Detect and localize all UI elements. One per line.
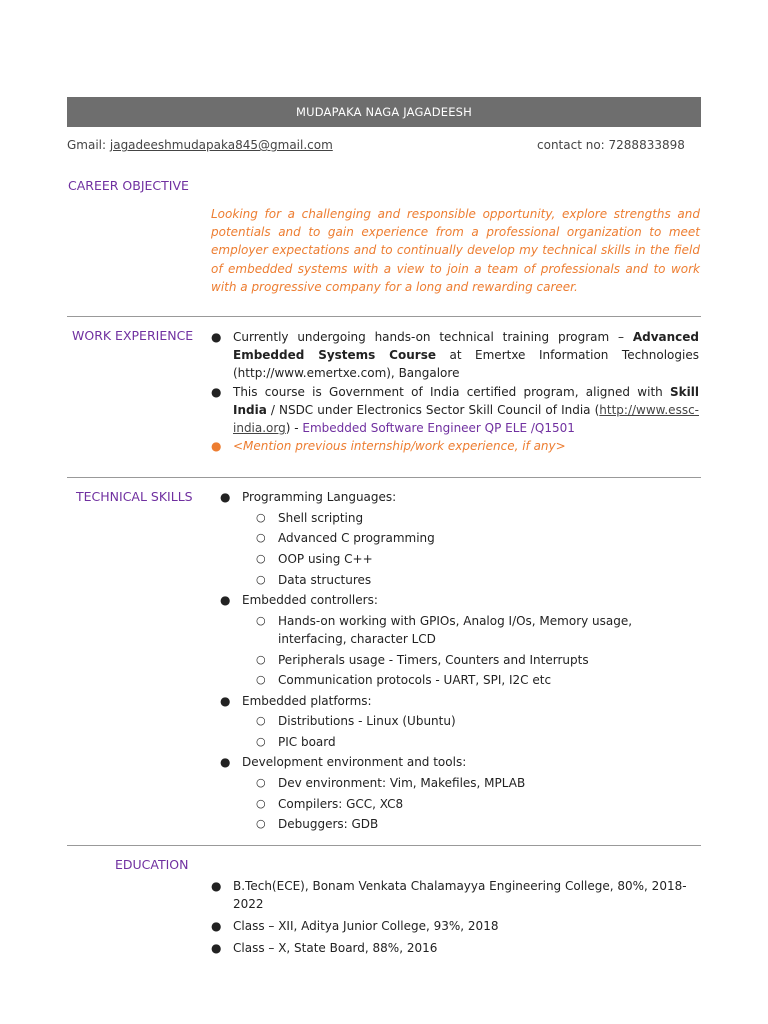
gmail-line [67,138,333,152]
skill-item [256,612,672,648]
gmail-label: Gmail: [67,138,110,152]
section-title-skills: TECHNICAL SKILLS [76,489,193,504]
skill-item [256,509,672,527]
bullet-dot-icon: ● [211,940,222,955]
skill-item [256,774,672,792]
skill-item-text: Debuggers: GDB [278,817,379,832]
work-item-text: This course is Government of India certified program, aligned with [233,384,671,399]
education-item [211,939,713,957]
bullet-circle-icon: ○ [256,673,266,687]
skill-item [256,671,672,689]
skill-item-text: Compilers: GCC, XC8 [278,796,404,811]
education-item-text: Class – X, State Board, 88%, 2016 [233,940,438,955]
bullet-dot-icon: ● [211,918,222,933]
skill-item [256,651,672,669]
education-item-text: Class – XII, Aditya Junior College, 93%, 2018 [233,918,499,933]
bullet-dot-icon: ● [211,330,222,344]
gmail-link[interactable]: jagadeeshmudapaka845@gmail.com [109,138,333,152]
skill-item [256,733,672,751]
divider [67,477,701,478]
skill-group [220,753,672,833]
skill-sublist [242,509,672,589]
skill-item [256,712,672,730]
bullet-circle-icon: ○ [256,510,266,524]
bullet-circle-icon: ○ [256,531,266,545]
skill-item-text: Dev environment: Vim, Makefiles, MPLAB [278,775,526,790]
phone-line: contact no: 7288833898 [537,138,685,152]
work-item [211,383,699,438]
bullet-circle-icon: ○ [256,552,266,566]
bullet-dot-icon: ● [211,384,222,399]
divider [67,316,701,317]
skill-item [256,571,672,589]
bullet-dot-icon: ● [220,490,231,504]
bullet-circle-icon: ○ [256,714,266,728]
skill-group-label: Programming Languages: [242,490,397,504]
bullet-circle-icon: ○ [256,796,266,810]
skill-item-text: Advanced C programming [278,531,435,546]
qp-code: Embedded Software Engineer QP ELE /Q1501 [302,421,575,436]
skill-item-text: Communication protocols - UART, SPI, I2C etc [278,673,552,688]
skill-item-text: Peripherals usage - Timers, Counters and Interrupts [278,652,589,667]
bullet-circle-icon: ○ [256,572,266,586]
skill-item [256,795,672,813]
skill-sublist [242,712,672,751]
skill-item-text: OOP using C++ [278,552,373,567]
bullet-circle-icon: ○ [256,652,266,666]
skill-item-text: Distributions - Linux (Ubuntu) [278,714,456,729]
section-title-career: CAREER OBJECTIVE [68,178,189,193]
skill-group-label: Embedded platforms: [242,693,372,708]
skill-group-label: Development environment and tools: [242,755,467,770]
skill-sublist [242,774,672,834]
education-list [211,877,713,960]
skill-item [256,815,672,833]
divider [67,845,701,846]
skill-item-text: Hands-on working with GPIOs, Analog I/Os, Memory usage, interfacing, character LCD [278,613,633,646]
section-title-education: EDUCATION [115,857,189,872]
skill-sublist [242,612,672,690]
skill-item-text: PIC board [278,734,336,749]
education-item-text: B.Tech(ECE), Bonam Venkata Chalamayya Engineering College, 80%, 2018-2022 [233,879,687,912]
work-item-placeholder: <Mention previous internship/work experience, if any> [233,439,566,454]
skill-item [256,529,672,547]
work-list [211,328,699,455]
skills-list [220,488,672,835]
skill-group [220,591,672,690]
bullet-dot-icon: ● [220,693,231,708]
education-item [211,917,713,935]
skill-group [220,488,672,589]
bullet-circle-icon: ○ [256,734,266,748]
work-item [211,328,699,383]
section-title-work: WORK EXPERIENCE [72,328,194,343]
bullet-dot-icon: ● [211,879,222,893]
career-objective-text: Looking for a challenging and responsible opportunity, explore strengths and potentials and to gain experience from a professional organization to meet employer expectations and to continually develop my technical skills in the field of embedded systems with a view to join a team of professionals and to work with a progressive company for a long and rewarding career. [211,207,700,294]
work-item-bold: Skill India [233,384,699,417]
candidate-name: MUDAPAKA NAGA JAGADEESH [295,105,473,119]
skill-group-label: Embedded controllers: [242,593,378,608]
name-header [67,97,701,127]
essc-link[interactable]: http://www.essc-india.org [233,402,699,436]
bullet-circle-icon: ○ [256,775,266,789]
bullet-dot-icon: ● [220,593,231,608]
bullet-dot-icon: ● [211,439,222,454]
bullet-circle-icon: ○ [256,817,266,831]
work-item-text: at Emertxe Information Technologies (http://www.emertxe.com), Bangalore [233,348,699,381]
work-item-text: Currently undergoing hands-on technical training program – [233,330,633,344]
work-item [211,437,699,455]
bullet-circle-icon: ○ [256,613,266,627]
bullet-dot-icon: ● [220,755,231,770]
work-item-bold: Advanced Embedded Systems Course [233,330,699,363]
skill-item-text: Shell scripting [278,510,364,525]
work-item-text: / NSDC under Electronics Sector Skill Council of India ( [266,402,600,417]
skill-item-text: Data structures [278,572,372,587]
skill-group [220,692,672,752]
skill-item [256,550,672,568]
work-item-text: ) - [285,421,303,436]
education-item [211,877,713,913]
